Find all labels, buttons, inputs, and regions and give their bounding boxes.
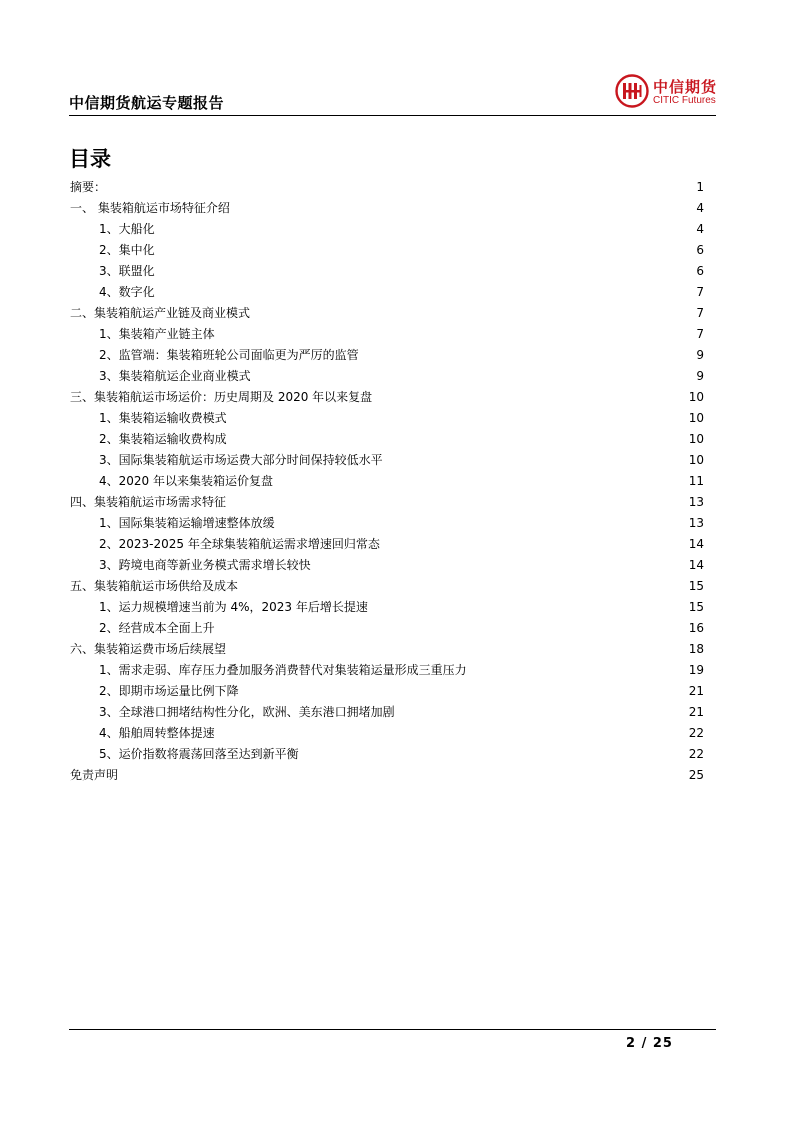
toc-entry-page: 4 [696, 221, 704, 236]
toc-entry-page: 16 [688, 620, 704, 635]
toc-entry-label: 3、集装箱航运企业商业模式 [99, 369, 251, 383]
toc-entry[interactable] [70, 365, 704, 386]
toc-dot-leader [162, 265, 686, 277]
toc-entry[interactable] [70, 470, 704, 491]
citic-logo-icon [615, 74, 649, 108]
toc-entry-page: 10 [688, 389, 704, 404]
toc-entry-page: 13 [688, 494, 704, 509]
toc-entry-label: 4、2020 年以来集装箱运价复盘 [99, 474, 273, 488]
toc-entry-label: 2、经营成本全面上升 [99, 621, 215, 635]
toc-entry-label: 1、运力规模增速当前为 4%，2023 年后增长提速 [99, 600, 368, 614]
toc-dot-leader [282, 517, 685, 529]
toc-entry-page: 25 [688, 767, 704, 782]
toc-entry[interactable] [70, 722, 704, 743]
toc-entry-page: 10 [688, 431, 704, 446]
toc-entry[interactable] [70, 323, 704, 344]
toc-entry[interactable] [70, 281, 704, 302]
toc-entry-label: 4、船舶周转整体提速 [99, 726, 215, 740]
toc-entry-page: 7 [696, 305, 704, 320]
logo-english-text: CITIC Futures [653, 95, 716, 106]
toc-entry-page: 7 [696, 326, 704, 341]
toc-entry[interactable] [70, 344, 704, 365]
toc-entry-page: 22 [688, 746, 704, 761]
toc-dot-leader [222, 328, 686, 340]
toc-entry[interactable] [70, 218, 704, 239]
toc-entry-page: 9 [696, 368, 704, 383]
toc-dot-leader [366, 349, 686, 361]
toc-entry-page: 11 [688, 473, 704, 488]
toc-dot-leader [234, 412, 685, 424]
toc-entry-label: 一、 集装箱航运市场特征介绍 [70, 201, 230, 215]
toc-entry-label: 免责声明 [70, 768, 119, 782]
toc-entry-label: 4、数字化 [99, 285, 155, 299]
toc-entry-label: 2、集装箱运输收费构成 [99, 432, 227, 446]
toc-dot-leader [233, 643, 685, 655]
toc-entry[interactable] [70, 575, 704, 596]
toc-entry-page: 14 [688, 536, 704, 551]
toc-entry-page: 10 [688, 452, 704, 467]
toc-dot-leader [222, 727, 685, 739]
toc-entry[interactable] [70, 176, 704, 197]
toc-entry[interactable] [70, 197, 704, 218]
toc-entry-label: 三、集装箱航运市场运价：历史周期及 2020 年以来复盘 [70, 390, 373, 404]
toc-dot-leader [318, 559, 685, 571]
toc-entry-label: 3、联盟化 [99, 264, 155, 278]
toc-entry-page: 6 [696, 263, 704, 278]
toc-entry[interactable] [70, 659, 704, 680]
toc-entry[interactable] [70, 491, 704, 512]
toc-heading: 目录 [69, 147, 111, 171]
citic-futures-logo [615, 74, 730, 112]
toc-dot-leader [390, 454, 685, 466]
toc-dot-leader [237, 202, 686, 214]
toc-entry[interactable] [70, 428, 704, 449]
toc-entry-page: 13 [688, 515, 704, 530]
toc-dot-leader [375, 601, 685, 613]
toc-dot-leader [162, 286, 686, 298]
toc-entry-label: 2、即期市场运量比例下降 [99, 684, 239, 698]
toc-entry-label: 四、集装箱航运市场需求特征 [70, 495, 227, 509]
page-number: 2 / 25 [626, 1036, 673, 1051]
logo-chinese-text: 中信期货 [653, 78, 718, 96]
toc-entry-page: 15 [688, 578, 704, 593]
toc-entry-label: 2、集中化 [99, 243, 155, 257]
toc-entry[interactable] [70, 638, 704, 659]
toc-entry[interactable] [70, 449, 704, 470]
toc-entry[interactable] [70, 512, 704, 533]
toc-entry-label: 六、集装箱运费市场后续展望 [70, 642, 227, 656]
toc-entry-label: 3、跨境电商等新业务模式需求增长较快 [99, 558, 311, 572]
toc-entry-page: 19 [688, 662, 704, 677]
toc-dot-leader [233, 496, 685, 508]
toc-entry[interactable] [70, 239, 704, 260]
toc-entry-page: 22 [688, 725, 704, 740]
toc-dot-leader [162, 223, 686, 235]
toc-dot-leader [258, 370, 686, 382]
toc-dot-leader [234, 433, 685, 445]
toc-dot-leader [474, 664, 685, 676]
toc-entry-label: 五、集装箱航运市场供给及成本 [70, 579, 239, 593]
toc-entry-page: 4 [696, 200, 704, 215]
toc-entry[interactable] [70, 533, 704, 554]
toc-entry-label: 2、监管端：集装箱班轮公司面临更为严厉的监管 [99, 348, 359, 362]
toc-entry-label: 3、全球港口拥堵结构性分化，欧洲、美东港口拥堵加剧 [99, 705, 395, 719]
toc-entry[interactable] [70, 302, 704, 323]
toc-dot-leader [125, 769, 685, 781]
toc-entry-page: 21 [688, 683, 704, 698]
toc-entry[interactable] [70, 554, 704, 575]
toc-entry-label: 1、集装箱产业链主体 [99, 327, 215, 341]
toc-entry-label: 1、国际集装箱运输增速整体放缓 [99, 516, 275, 530]
toc-entry[interactable] [70, 764, 704, 785]
toc-entry-page: 7 [696, 284, 704, 299]
toc-dot-leader [245, 580, 685, 592]
report-series-title: 中信期货航运专题报告 [69, 94, 225, 112]
toc-entry[interactable] [70, 680, 704, 701]
toc-entry[interactable] [70, 743, 704, 764]
toc-entry-label: 1、大船化 [99, 222, 155, 236]
toc-dot-leader [379, 391, 685, 403]
table-of-contents [70, 176, 704, 785]
toc-dot-leader [387, 538, 685, 550]
toc-entry-page: 10 [688, 410, 704, 425]
toc-dot-leader [306, 748, 685, 760]
toc-dot-leader [280, 475, 685, 487]
toc-entry-page: 9 [696, 347, 704, 362]
toc-dot-leader [222, 622, 685, 634]
toc-entry-label: 1、集装箱运输收费模式 [99, 411, 227, 425]
toc-entry-label: 5、运价指数将震荡回落至达到新平衡 [99, 747, 299, 761]
toc-dot-leader [257, 307, 686, 319]
toc-entry-page: 21 [688, 704, 704, 719]
toc-entry[interactable] [70, 596, 704, 617]
toc-entry[interactable] [70, 386, 704, 407]
toc-dot-leader [246, 685, 685, 697]
footer-divider [69, 1029, 716, 1030]
toc-dot-leader [162, 244, 686, 256]
toc-entry-page: 15 [688, 599, 704, 614]
toc-entry-label: 二、集装箱航运产业链及商业模式 [70, 306, 251, 320]
toc-dot-leader [113, 181, 686, 193]
header-divider [69, 115, 716, 116]
toc-entry-label: 1、需求走弱、库存压力叠加服务消费替代对集装箱运量形成三重压力 [99, 663, 467, 677]
toc-dot-leader [402, 706, 685, 718]
toc-entry[interactable] [70, 407, 704, 428]
toc-entry-label: 摘要： [70, 180, 107, 194]
toc-entry[interactable] [70, 260, 704, 281]
toc-entry-page: 6 [696, 242, 704, 257]
toc-entry-page: 14 [688, 557, 704, 572]
toc-entry-page: 18 [688, 641, 704, 656]
toc-entry-label: 2、2023-2025 年全球集装箱航运需求增速回归常态 [99, 537, 380, 551]
toc-entry[interactable] [70, 701, 704, 722]
toc-entry-label: 3、国际集装箱航运市场运费大部分时间保持较低水平 [99, 453, 383, 467]
toc-entry[interactable] [70, 617, 704, 638]
toc-entry-page: 1 [696, 179, 704, 194]
